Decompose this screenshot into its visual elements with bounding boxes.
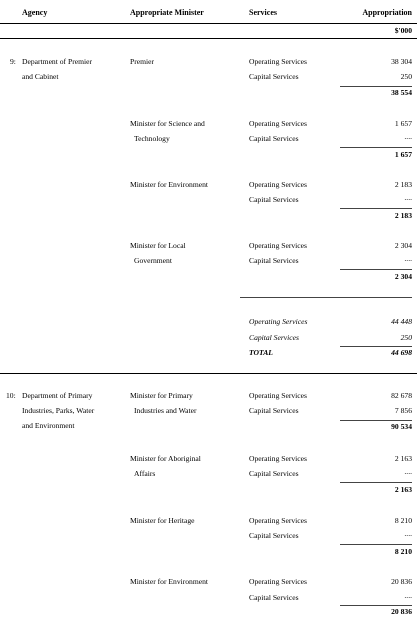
service-capital: Capital Services bbox=[249, 134, 299, 143]
section-rule bbox=[0, 373, 417, 374]
value-operating: 8 210 bbox=[394, 516, 412, 525]
service-operating: Operating Services bbox=[249, 180, 307, 189]
minister-name-cont: Government bbox=[134, 256, 172, 265]
value-capital: .... bbox=[404, 591, 412, 600]
summary-operating-value: 44 448 bbox=[391, 317, 412, 326]
value-capital: .... bbox=[404, 467, 412, 476]
unit-label: $'000 bbox=[394, 26, 412, 35]
summary-capital-label: Capital Services bbox=[249, 333, 299, 342]
service-capital: Capital Services bbox=[249, 531, 299, 540]
value-subtotal: 2 163 bbox=[394, 485, 412, 494]
header-appropriation: Appropriation bbox=[362, 8, 412, 17]
minister-name: Minister for Heritage bbox=[130, 516, 195, 525]
header-agency: Agency bbox=[22, 8, 48, 17]
service-operating: Operating Services bbox=[249, 516, 307, 525]
agency-name-line: Department of Primary bbox=[22, 391, 93, 400]
minister-name: Minister for Environment bbox=[130, 577, 209, 586]
subtotal-rule bbox=[340, 420, 412, 421]
service-capital: Capital Services bbox=[249, 256, 299, 265]
service-capital: Capital Services bbox=[249, 406, 299, 415]
service-operating: Operating Services bbox=[249, 119, 307, 128]
minister-name: Minister for Local bbox=[130, 241, 186, 250]
header-services: Services bbox=[249, 8, 277, 17]
service-capital: Capital Services bbox=[249, 593, 299, 602]
subtotal-rule bbox=[340, 86, 412, 87]
summary-subtotal-rule bbox=[340, 346, 412, 347]
agency-number: 9: bbox=[10, 57, 16, 66]
service-operating: Operating Services bbox=[249, 577, 307, 586]
subtotal-rule bbox=[340, 208, 412, 209]
unit-rule bbox=[0, 38, 417, 39]
value-operating: 82 678 bbox=[391, 391, 412, 400]
header-rule bbox=[0, 23, 417, 24]
agency-name-line: Industries, Parks, Water bbox=[22, 406, 95, 415]
service-capital: Capital Services bbox=[249, 72, 299, 81]
subtotal-rule bbox=[340, 482, 412, 483]
value-operating: 2 183 bbox=[394, 180, 412, 189]
subtotal-rule bbox=[340, 544, 412, 545]
value-subtotal: 90 534 bbox=[391, 422, 412, 431]
value-operating: 38 304 bbox=[391, 57, 412, 66]
value-operating: 20 836 bbox=[391, 577, 412, 586]
value-operating: 2 304 bbox=[394, 241, 412, 250]
service-operating: Operating Services bbox=[249, 391, 307, 400]
agency-name-line: and Cabinet bbox=[22, 72, 59, 81]
value-capital: .... bbox=[404, 193, 412, 202]
minister-name: Minister for Science and bbox=[130, 119, 205, 128]
service-operating: Operating Services bbox=[249, 57, 307, 66]
service-operating: Operating Services bbox=[249, 241, 307, 250]
agency-name-line: Department of Premier bbox=[22, 57, 93, 66]
summary-top-rule bbox=[240, 297, 412, 298]
header-minister: Appropriate Minister bbox=[130, 8, 204, 17]
agency-number: 10: bbox=[6, 391, 16, 400]
subtotal-rule bbox=[340, 269, 412, 270]
value-operating: 1 657 bbox=[394, 119, 412, 128]
value-subtotal: 2 304 bbox=[394, 272, 412, 281]
value-capital: 7 856 bbox=[394, 406, 412, 415]
value-subtotal: 38 554 bbox=[391, 88, 412, 97]
service-capital: Capital Services bbox=[249, 469, 299, 478]
value-capital: 250 bbox=[400, 72, 412, 81]
service-capital: Capital Services bbox=[249, 195, 299, 204]
minister-name: Minister for Primary bbox=[130, 391, 193, 400]
value-operating: 2 163 bbox=[394, 454, 412, 463]
minister-name-cont: Technology bbox=[134, 134, 170, 143]
value-capital: .... bbox=[404, 132, 412, 141]
service-operating: Operating Services bbox=[249, 454, 307, 463]
value-subtotal: 1 657 bbox=[394, 150, 412, 159]
minister-name: Premier bbox=[130, 57, 155, 66]
value-subtotal: 8 210 bbox=[394, 547, 412, 556]
value-capital: .... bbox=[404, 529, 412, 538]
subtotal-rule bbox=[340, 605, 412, 606]
minister-name: Minister for Environment bbox=[130, 180, 209, 189]
agency-name-line: and Environment bbox=[22, 421, 75, 430]
subtotal-rule bbox=[340, 147, 412, 148]
summary-total-value: 44 698 bbox=[391, 348, 412, 357]
minister-name-cont: Industries and Water bbox=[134, 406, 197, 415]
value-subtotal: 20 836 bbox=[391, 607, 412, 616]
minister-name: Minister for Aboriginal bbox=[130, 454, 201, 463]
value-subtotal: 2 183 bbox=[394, 211, 412, 220]
summary-operating-label: Operating Services bbox=[249, 317, 308, 326]
value-capital: .... bbox=[404, 254, 412, 263]
summary-total-label: TOTAL bbox=[249, 348, 273, 357]
summary-capital-value: 250 bbox=[400, 333, 412, 342]
minister-name-cont: Affairs bbox=[134, 469, 156, 478]
